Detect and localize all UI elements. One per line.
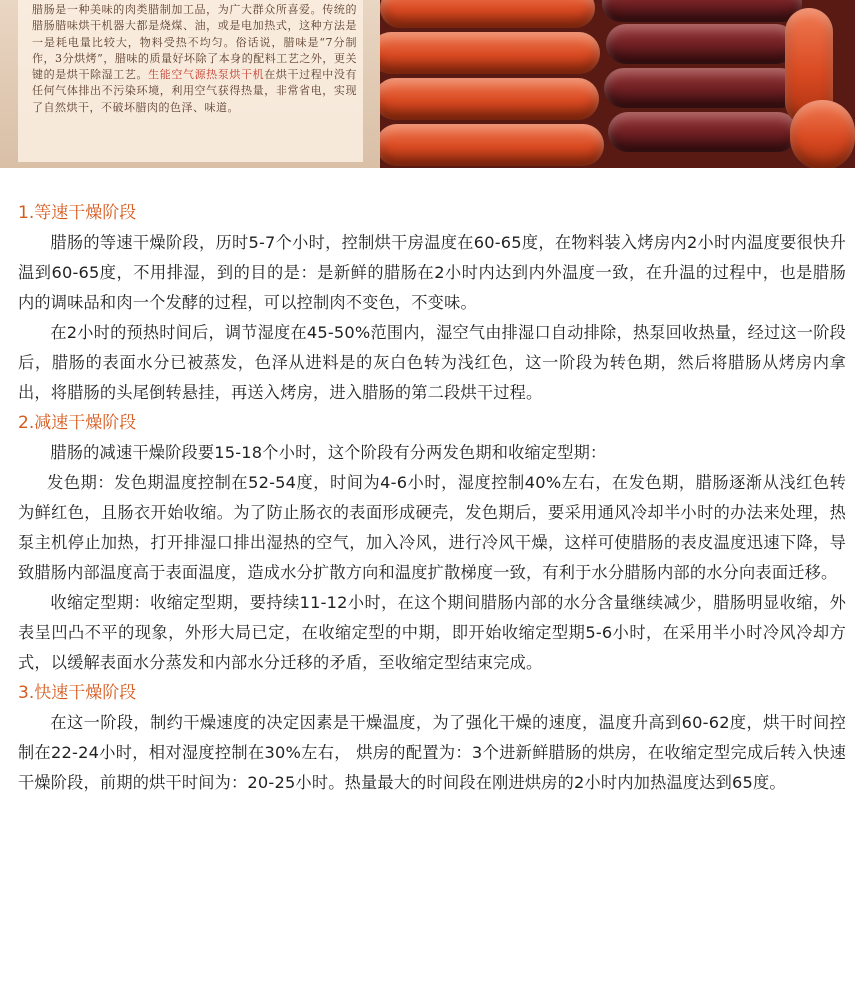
section-2-paragraph-3: 收缩定型期：收缩定型期，要持续11-12小时，在这个期间腊肠内部的水分含量继续减少，腊肠明显收缩，外表呈凹凸不平的现象，外形大局已定，在收缩定型的中期，即开始收缩定型期5-6小时，在采用半小时冷风冷却方式，以缓解表面水分蒸发和内部水分迁移的矛盾，至收缩定型结束完成。: [18, 593, 846, 672]
sausage-photo: [380, 0, 855, 168]
sausage-image-part: [606, 24, 796, 64]
sausage-image-part: [380, 124, 604, 166]
section-1-paragraph-2: 在2小时的预热时间后，调节湿度在45-50%范围内，湿空气由排湿口自动排除，热泵回收热量，经过这一阶段后，腊肠的表面水分已被蒸发，色泽从进料是的灰白色转为浅红色，这一阶段为转色期，然后将腊肠从烤房内拿出，将腊肠的头尾倒转悬挂，再送入烤房，进入腊肠的第二段烘干过程。: [18, 323, 846, 402]
sausage-image-part: [608, 112, 798, 152]
section-heading-1: 1.等速干燥阶段: [18, 203, 137, 223]
sausage-image-part: [380, 78, 599, 120]
banner-intro-text: [32, 2, 357, 116]
header-banner: [0, 0, 855, 168]
section-2-paragraph-1: 腊肠的减速干燥阶段要15-18个小时，这个阶段有分两发色期和收缩定型期：: [50, 443, 607, 462]
section-3-paragraph-1: 在这一阶段，制约干燥速度的决定因素是干燥温度，为了强化干燥的速度，温度升高到60-62度，烘干时间控制在22-24小时，相对湿度控制在30%左右， 烘房的配置为：3个进新鲜腊肠的烘房，在收缩定型完成后转入快速干燥阶段，前期的烘干时间为：20-25小时。热量最大的时间段在刚进烘房的2小时内加热温度达到65度。: [18, 713, 846, 792]
banner-intro-part2: 在烘干过程中没有任何气体排出不污染环境，利用空气获得热量，非常省电，实现了自然烘干，不破坏腊肉的色泽、味道。: [32, 68, 358, 114]
sausage-image-part: [604, 68, 800, 108]
section-1-paragraph-1: 腊肠的等速干燥阶段，历时5-7个小时，控制烘干房温度在60-65度，在物料装入烤房内2小时内温度要很快升温到60-65度，不用排湿，到的目的是：是新鲜的腊肠在2小时内达到内外温度一致，在升温的过程中，也是腊肠内的调味品和肉一个发酵的过程，可以控制肉不变色，不变味。: [18, 233, 846, 312]
sausage-image-part: [380, 0, 595, 28]
sausage-image-part: [602, 0, 802, 22]
banner-intro-part1: 腊肠是一种美味的肉类腊制加工品，为广大群众所喜爱。传统的腊肠腊味烘干机器大都是烧煤、油，或是电加热式，这种方法是一是耗电量比较大，物料受热不均匀。俗话说，腊味是“7分制作，3分烘烤”，腊味的质量好坏除了本身的配料工艺之外，更关键的是烘干除湿工艺。: [32, 3, 357, 82]
section-2-paragraph-2: 发色期：发色期温度控制在52-54度，时间为4-6小时，湿度控制40%左右，在发色期，腊肠逐渐从浅红色转为鲜红色，且肠衣开始收缩。为了防止肠衣的表面形成硬壳，发色期后，要采用通风冷却半小时的办法来处理，热泵主机停止加热，打开排湿口排出湿热的空气，加入冷风，进行冷风干燥，这样可使腊肠的表皮温度迅速下降，导致腊肠内部温度高于表面温度，造成水分扩散方向和温度扩散梯度一致，有利于水分腊肠内部的水分向表面迁移。: [18, 473, 846, 582]
sausage-image-part: [790, 100, 855, 168]
section-heading-2: 2.减速干燥阶段: [18, 413, 137, 433]
banner-intro-highlight: 生能空气源热泵烘干机: [148, 68, 265, 82]
article-body: [18, 198, 846, 798]
section-heading-3: 3.快速干燥阶段: [18, 683, 137, 703]
sausage-image-part: [380, 32, 600, 74]
